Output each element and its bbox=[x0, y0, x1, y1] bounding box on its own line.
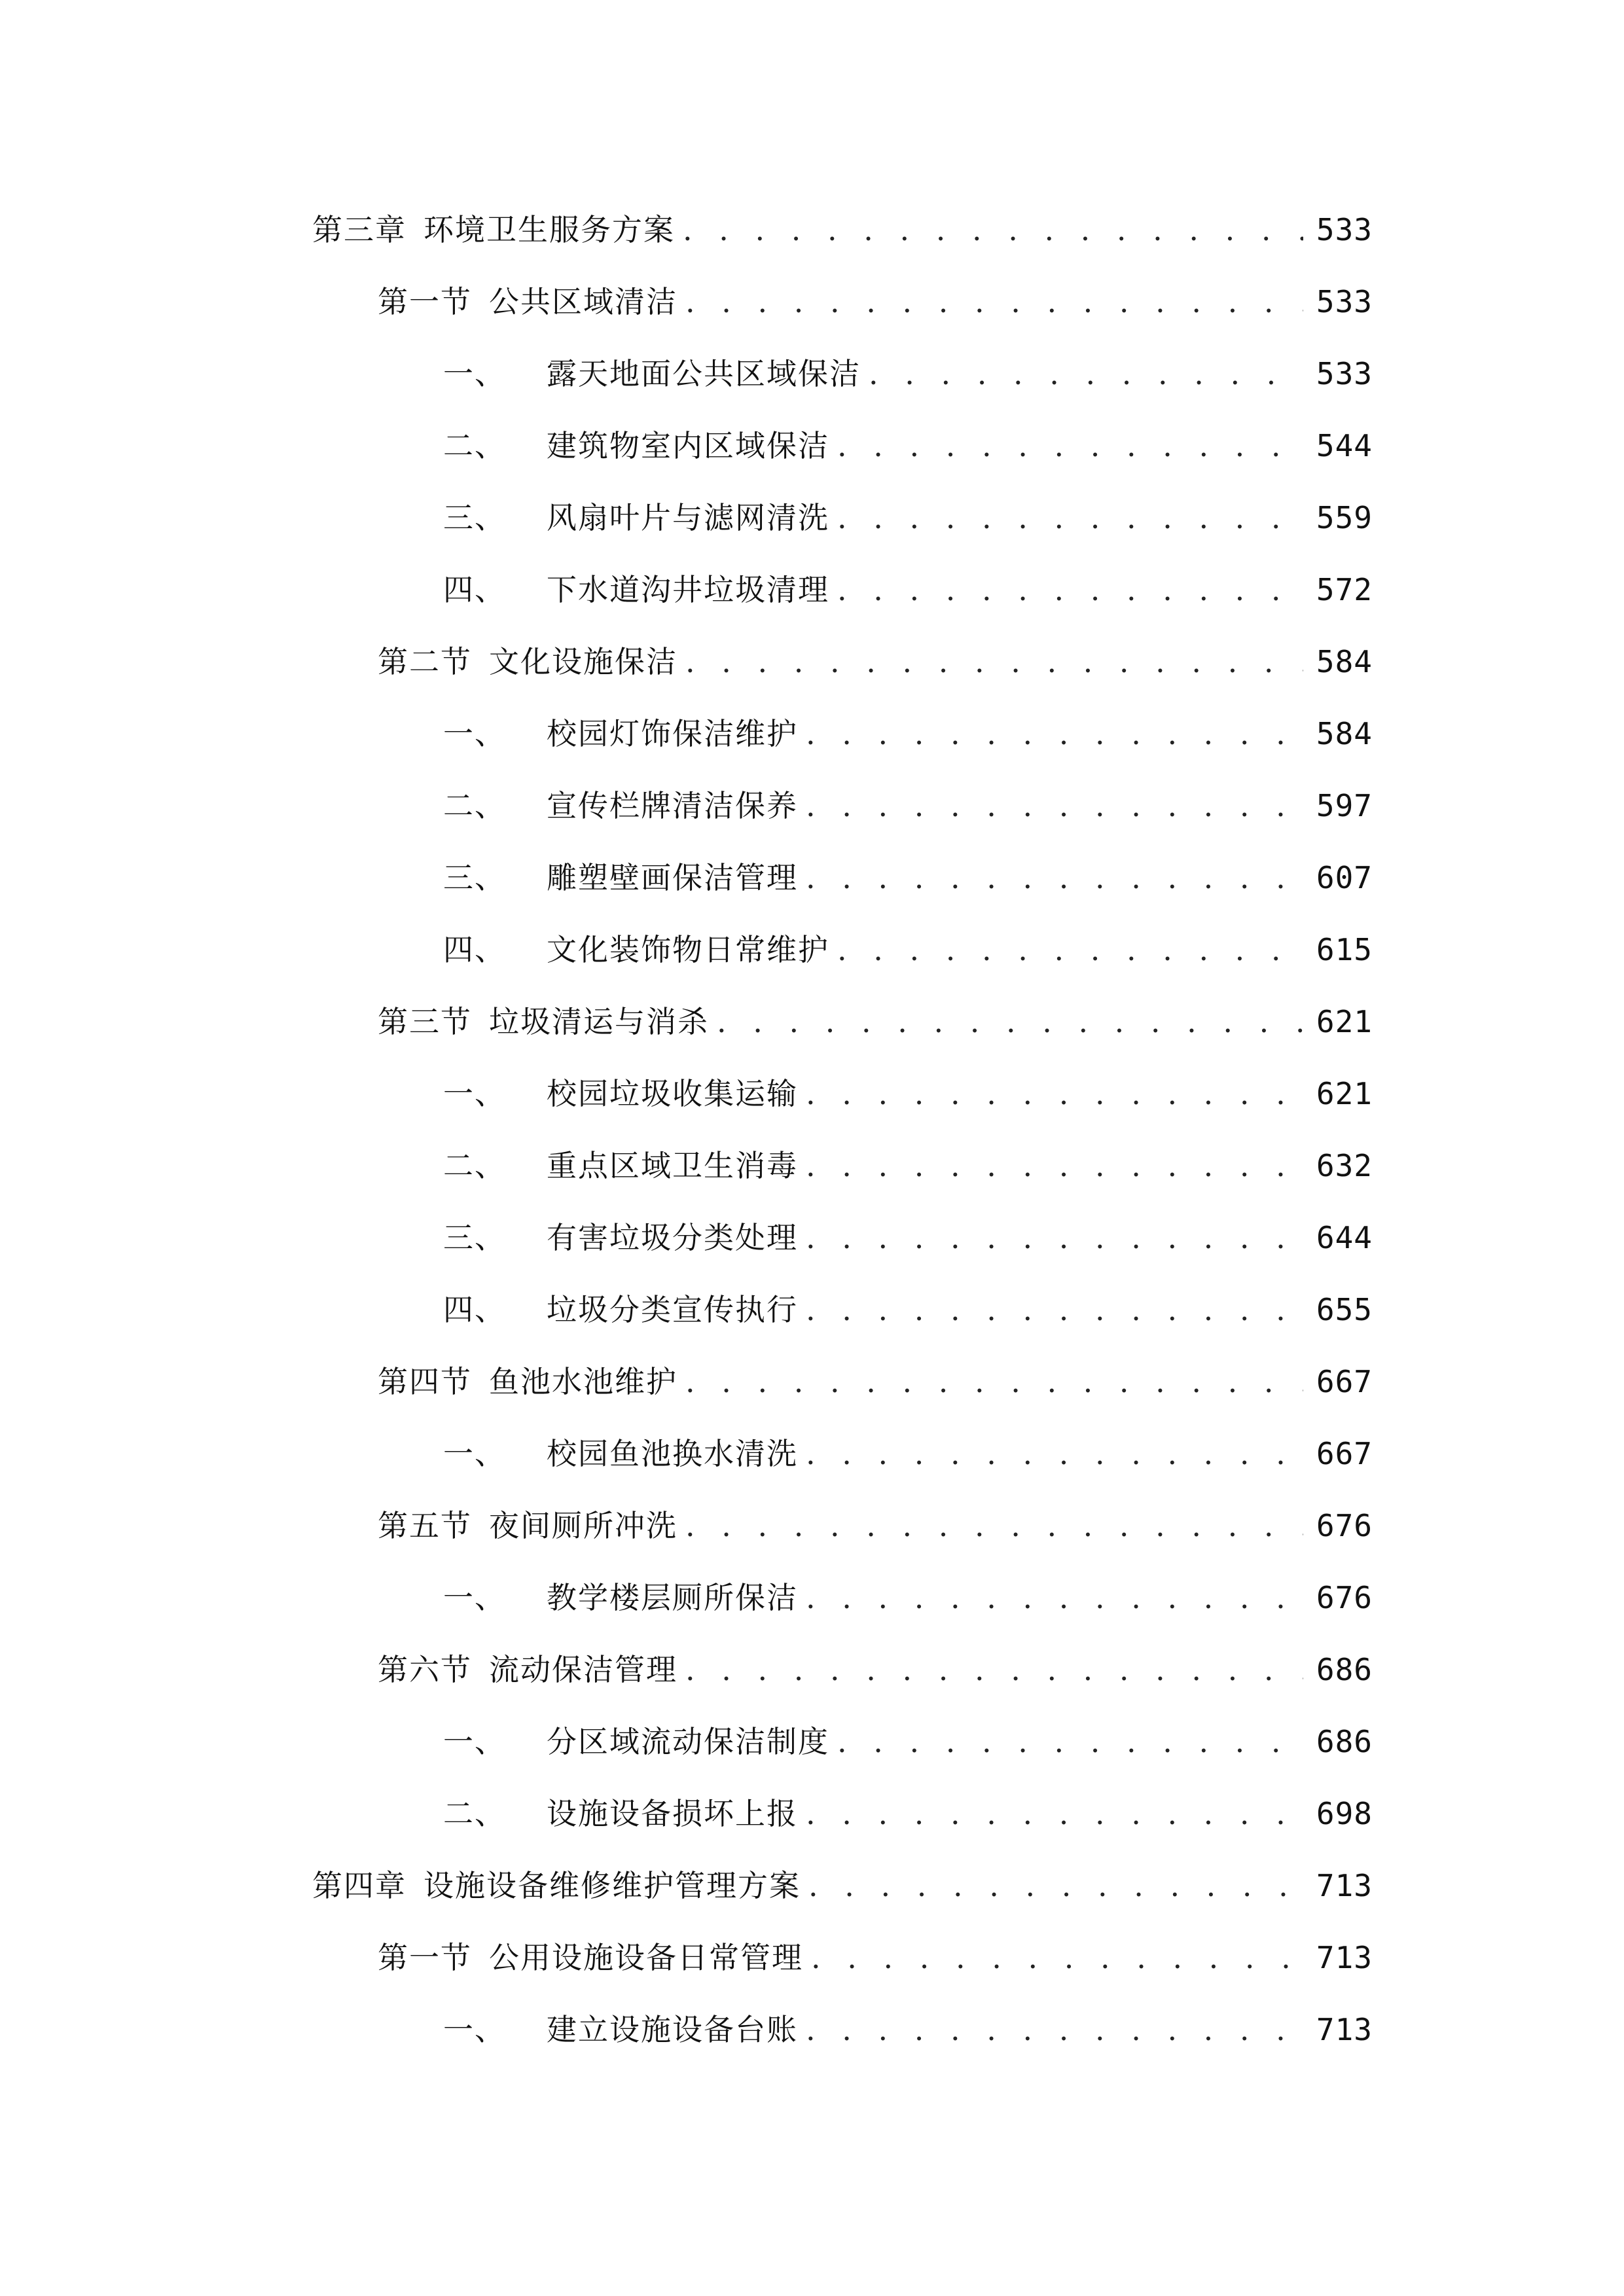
toc-entry-number: 第三章 bbox=[312, 212, 406, 247]
toc-entry-number: 一、 bbox=[443, 716, 506, 751]
toc-entry-subsection[interactable] bbox=[312, 1788, 1373, 1860]
toc-entry-page-number: 667 bbox=[1316, 1364, 1373, 1399]
dot-leader bbox=[869, 348, 1303, 399]
toc-entry-number: 一、 bbox=[443, 356, 506, 391]
toc-entry-number: 第四章 bbox=[312, 1868, 406, 1903]
toc-entry-page-number: 621 bbox=[1316, 1004, 1373, 1039]
dot-leader bbox=[683, 204, 1303, 255]
toc-entry-page-number: 533 bbox=[1316, 356, 1373, 391]
toc-entry-subsection[interactable] bbox=[312, 564, 1373, 636]
dot-leader bbox=[806, 1140, 1303, 1191]
toc-entry-title: 流动保洁管理 bbox=[489, 1652, 677, 1687]
toc-entry-title: 露天地面公共区域保洁 bbox=[547, 356, 861, 391]
dot-leader bbox=[837, 420, 1303, 471]
toc-entry-number: 第五节 bbox=[378, 1508, 472, 1543]
toc-entry-subsection[interactable] bbox=[312, 420, 1373, 492]
dot-leader bbox=[837, 1716, 1303, 1767]
toc-entry-number: 四、 bbox=[443, 1292, 506, 1327]
dot-leader bbox=[685, 1500, 1303, 1551]
toc-entry-title: 鱼池水池维护 bbox=[489, 1364, 677, 1399]
toc-entry-number: 四、 bbox=[443, 932, 506, 967]
toc-entry-page-number: 644 bbox=[1316, 1220, 1373, 1255]
toc-entry-title: 重点区域卫生消毒 bbox=[547, 1148, 798, 1183]
toc-entry-title: 有害垃圾分类处理 bbox=[547, 1220, 798, 1255]
toc-entry-number: 第三节 bbox=[378, 1004, 472, 1039]
toc-entry-title: 建筑物室内区域保洁 bbox=[547, 428, 829, 463]
toc-entry-page-number: 713 bbox=[1316, 2012, 1373, 2047]
toc-entry-subsection[interactable] bbox=[312, 1068, 1373, 1140]
dot-leader bbox=[837, 924, 1303, 975]
toc-entry-subsection[interactable] bbox=[312, 1212, 1373, 1284]
dot-leader bbox=[806, 708, 1303, 759]
dot-leader bbox=[685, 636, 1303, 687]
toc-entry-page-number: 621 bbox=[1316, 1076, 1373, 1111]
toc-entry-subsection[interactable] bbox=[312, 492, 1373, 564]
toc-entry-subsection[interactable] bbox=[312, 1428, 1373, 1500]
toc-entry-subsection[interactable] bbox=[312, 1572, 1373, 1644]
toc-entry-number: 第二节 bbox=[378, 644, 472, 679]
toc-entry-number: 三、 bbox=[443, 1220, 506, 1255]
toc-entry-section[interactable] bbox=[312, 1644, 1373, 1716]
toc-entry-number: 一、 bbox=[443, 2012, 506, 2047]
dot-leader bbox=[717, 996, 1303, 1047]
toc-entry-number: 二、 bbox=[443, 428, 506, 463]
toc-entry-title: 下水道沟井垃圾清理 bbox=[547, 572, 829, 607]
toc-entry-page-number: 686 bbox=[1316, 1652, 1373, 1687]
toc-entry-section[interactable] bbox=[312, 996, 1373, 1068]
toc-entry-subsection[interactable] bbox=[312, 1140, 1373, 1212]
toc-entry-subsection[interactable] bbox=[312, 852, 1373, 924]
toc-entry-page-number: 676 bbox=[1316, 1508, 1373, 1543]
toc-entry-title: 建立设施设备台账 bbox=[547, 2012, 798, 2047]
toc-entry-title: 风扇叶片与滤网清洗 bbox=[547, 500, 829, 535]
toc-entry-page-number: 607 bbox=[1316, 860, 1373, 895]
dot-leader bbox=[806, 1212, 1303, 1263]
dot-leader bbox=[837, 564, 1303, 615]
toc-entry-title: 公共区域清洁 bbox=[489, 284, 677, 319]
toc-entry-subsection[interactable] bbox=[312, 1284, 1373, 1356]
toc-entry-title: 设施设备损坏上报 bbox=[547, 1796, 798, 1831]
toc-entry-chapter[interactable] bbox=[312, 1860, 1373, 1932]
toc-entry-number: 二、 bbox=[443, 788, 506, 823]
toc-entry-number: 第四节 bbox=[378, 1364, 472, 1399]
toc-entry-number: 第六节 bbox=[378, 1652, 472, 1687]
toc-entry-title: 教学楼层厕所保洁 bbox=[547, 1580, 798, 1615]
dot-leader bbox=[685, 276, 1303, 327]
toc-entry-chapter[interactable] bbox=[312, 204, 1373, 276]
dot-leader bbox=[685, 1644, 1303, 1695]
toc-entry-page-number: 615 bbox=[1316, 932, 1373, 967]
dot-leader bbox=[806, 780, 1303, 831]
toc-entry-page-number: 544 bbox=[1316, 428, 1373, 463]
toc-entry-number: 一、 bbox=[443, 1724, 506, 1759]
toc-entry-subsection[interactable] bbox=[312, 708, 1373, 780]
toc-entry-title: 夜间厕所冲洗 bbox=[489, 1508, 677, 1543]
toc-entry-number: 三、 bbox=[443, 500, 506, 535]
toc-entry-number: 第一节 bbox=[378, 284, 472, 319]
toc-entry-page-number: 584 bbox=[1316, 716, 1373, 751]
toc-entry-title: 设施设备维修维护管理方案 bbox=[424, 1868, 801, 1903]
toc-entry-title: 环境卫生服务方案 bbox=[424, 212, 675, 247]
toc-entry-section[interactable] bbox=[312, 1356, 1373, 1428]
toc-entry-subsection[interactable] bbox=[312, 924, 1373, 996]
toc-entry-number: 二、 bbox=[443, 1796, 506, 1831]
toc-entry-title: 垃圾分类宣传执行 bbox=[547, 1292, 798, 1327]
toc-entry-number: 一、 bbox=[443, 1076, 506, 1111]
toc-entry-title: 文化设施保洁 bbox=[489, 644, 677, 679]
dot-leader bbox=[806, 2004, 1303, 2055]
toc-entry-title: 校园灯饰保洁维护 bbox=[547, 716, 798, 751]
toc-entry-page-number: 676 bbox=[1316, 1580, 1373, 1615]
toc-entry-number: 三、 bbox=[443, 860, 506, 895]
dot-leader bbox=[806, 852, 1303, 903]
toc-entry-page-number: 572 bbox=[1316, 572, 1373, 607]
toc-entry-title: 校园鱼池换水清洗 bbox=[547, 1436, 798, 1471]
toc-entry-number: 四、 bbox=[443, 572, 506, 607]
dot-leader bbox=[806, 1788, 1303, 1839]
toc-entry-section[interactable] bbox=[312, 276, 1373, 348]
toc-entry-page-number: 559 bbox=[1316, 500, 1373, 535]
dot-leader bbox=[808, 1860, 1303, 1911]
dot-leader bbox=[811, 1932, 1303, 1983]
toc-entry-title: 宣传栏牌清洁保养 bbox=[547, 788, 798, 823]
dot-leader bbox=[806, 1068, 1303, 1119]
toc-entry-page-number: 713 bbox=[1316, 1940, 1373, 1975]
toc-entry-page-number: 597 bbox=[1316, 788, 1373, 823]
toc-entry-page-number: 533 bbox=[1316, 212, 1373, 247]
toc-entry-page-number: 698 bbox=[1316, 1796, 1373, 1831]
dot-leader bbox=[837, 492, 1303, 543]
toc-entry-page-number: 533 bbox=[1316, 284, 1373, 319]
toc-entry-title: 雕塑壁画保洁管理 bbox=[547, 860, 798, 895]
dot-leader bbox=[806, 1284, 1303, 1335]
toc-entry-page-number: 584 bbox=[1316, 644, 1373, 679]
toc-entry-page-number: 632 bbox=[1316, 1148, 1373, 1183]
toc-entry-page-number: 713 bbox=[1316, 1868, 1373, 1903]
toc-entry-subsection[interactable] bbox=[312, 780, 1373, 852]
toc-entry-page-number: 667 bbox=[1316, 1436, 1373, 1471]
dot-leader bbox=[806, 1572, 1303, 1623]
dot-leader bbox=[806, 1428, 1303, 1479]
toc-entry-section[interactable] bbox=[312, 1932, 1373, 2004]
toc-entry-page-number: 655 bbox=[1316, 1292, 1373, 1327]
toc-entry-section[interactable] bbox=[312, 636, 1373, 708]
toc-entry-number: 第一节 bbox=[378, 1940, 472, 1975]
toc-entry-subsection[interactable] bbox=[312, 1716, 1373, 1788]
toc-entry-number: 一、 bbox=[443, 1436, 506, 1471]
toc-entry-section[interactable] bbox=[312, 1500, 1373, 1572]
toc-entry-page-number: 686 bbox=[1316, 1724, 1373, 1759]
toc-entry-number: 一、 bbox=[443, 1580, 506, 1615]
dot-leader bbox=[685, 1356, 1303, 1407]
toc-entry-title: 垃圾清运与消杀 bbox=[489, 1004, 709, 1039]
toc-entry-number: 二、 bbox=[443, 1148, 506, 1183]
toc-entry-title: 公用设施设备日常管理 bbox=[489, 1940, 803, 1975]
table-of-contents bbox=[312, 204, 1373, 2076]
toc-entry-title: 校园垃圾收集运输 bbox=[547, 1076, 798, 1111]
toc-entry-subsection[interactable] bbox=[312, 348, 1373, 420]
toc-entry-subsection[interactable] bbox=[312, 2004, 1373, 2076]
toc-entry-title: 分区域流动保洁制度 bbox=[547, 1724, 829, 1759]
toc-entry-title: 文化装饰物日常维护 bbox=[547, 932, 829, 967]
